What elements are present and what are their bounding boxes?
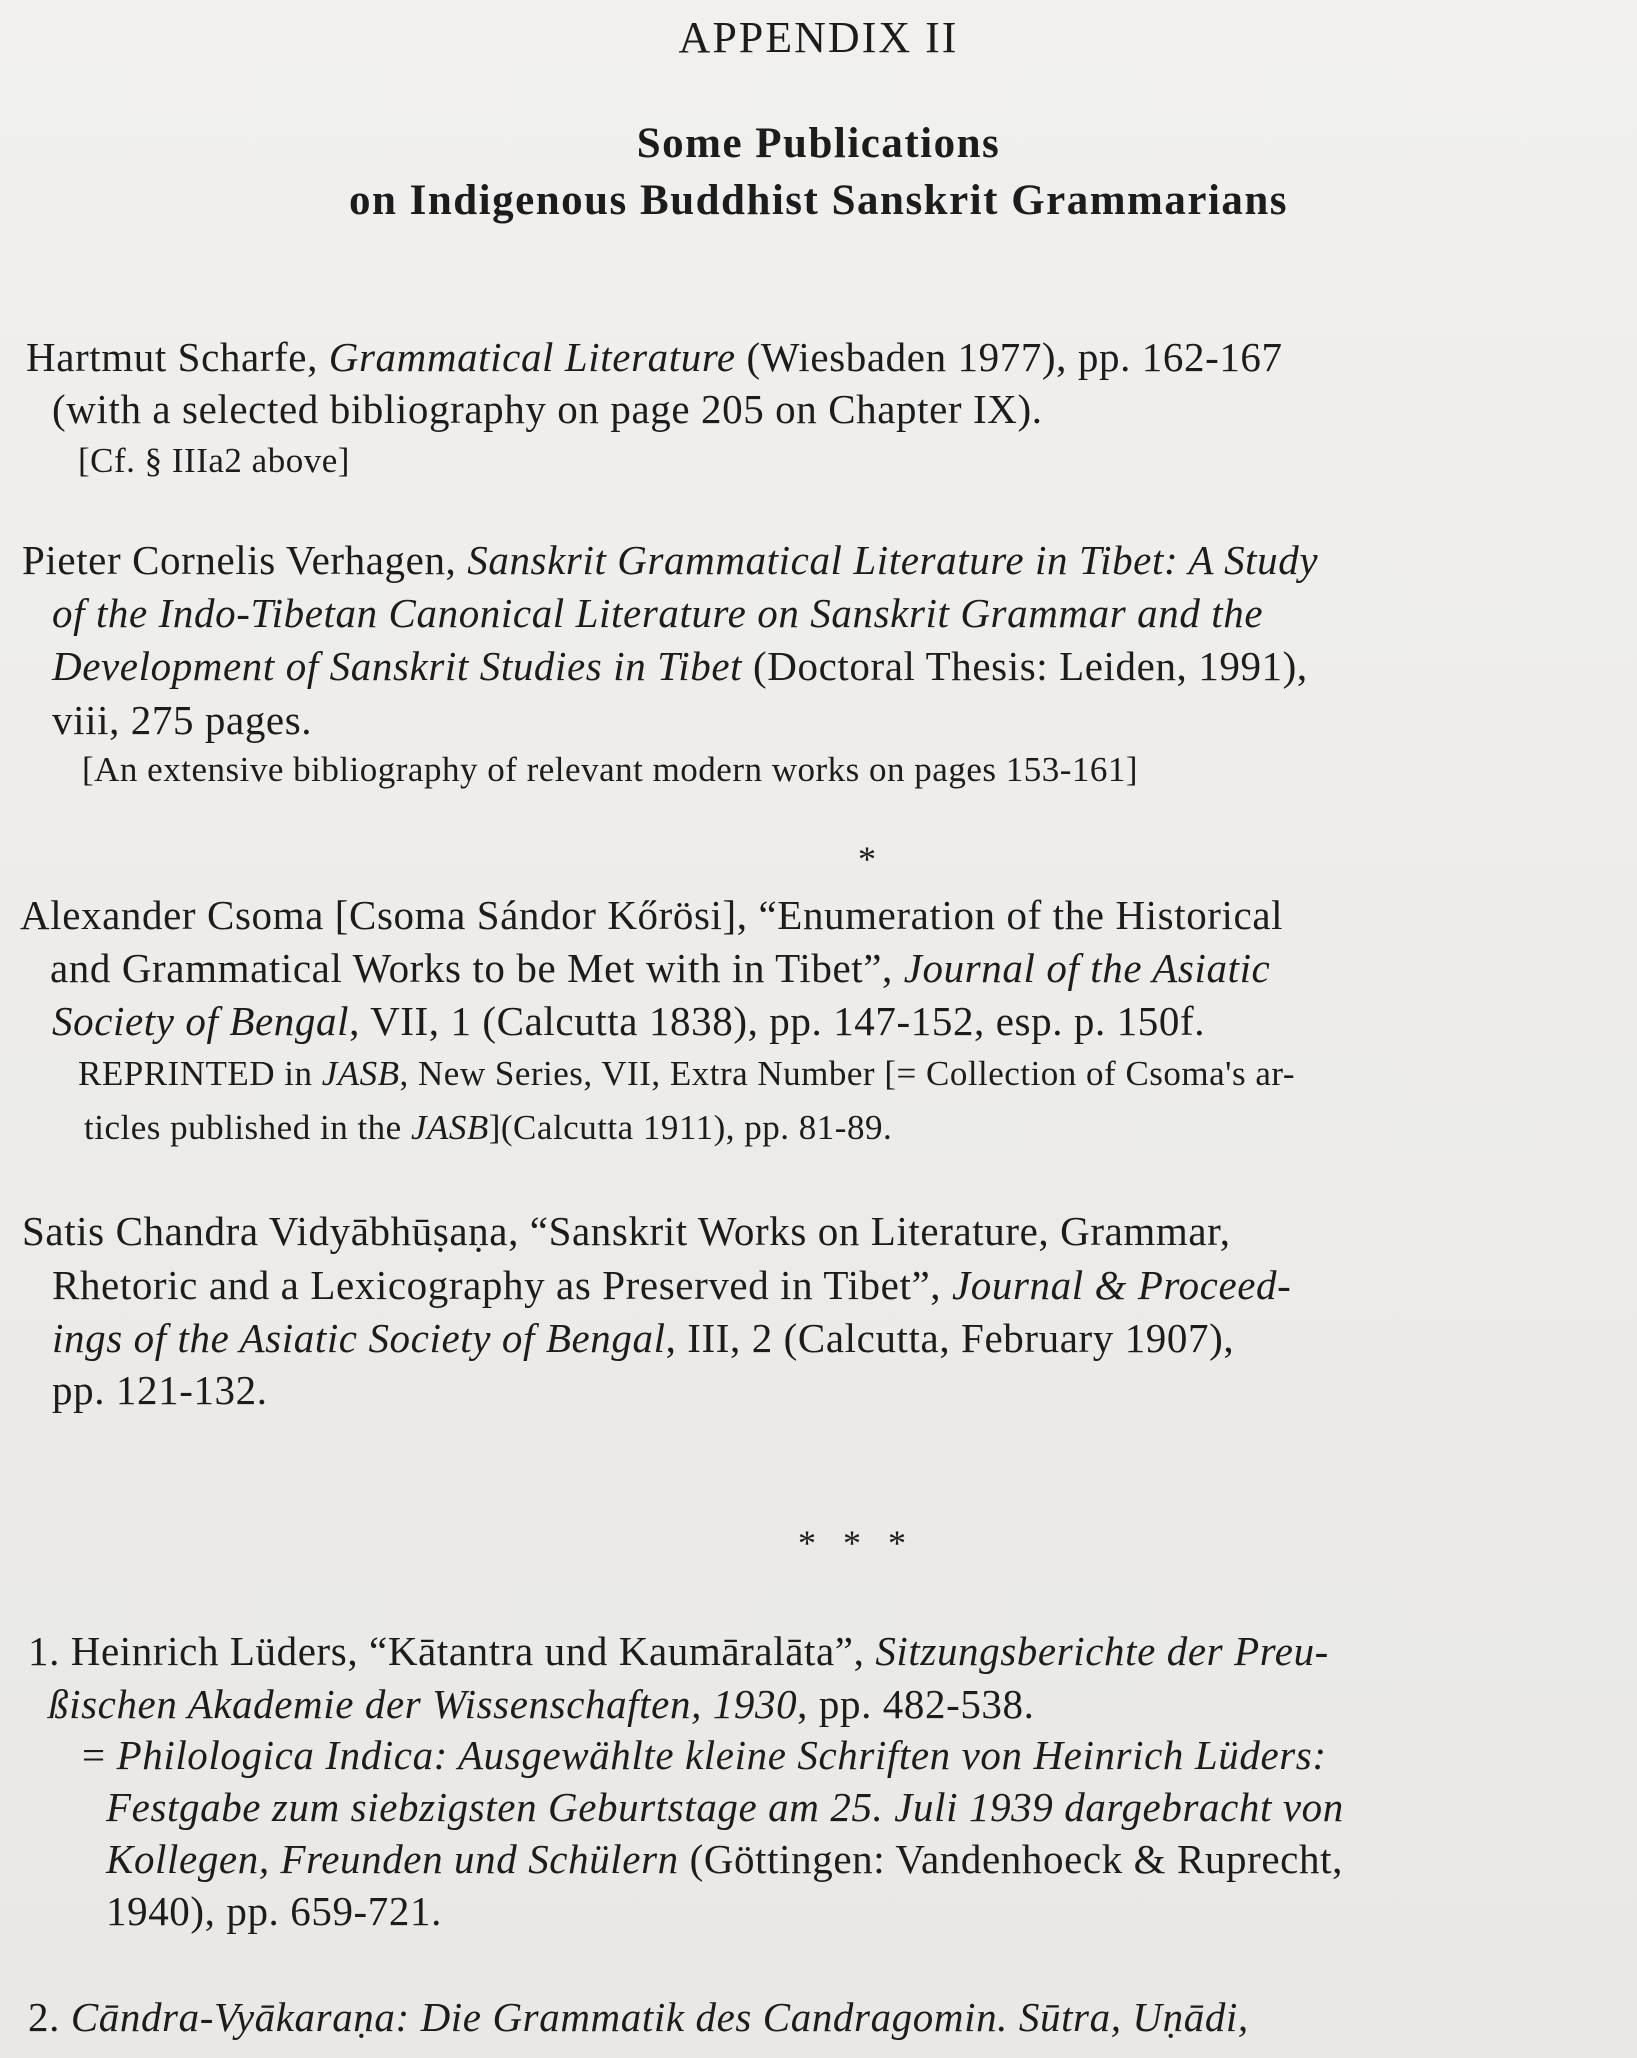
entry-line <box>106 1783 1344 1831</box>
separator-star: * <box>858 839 876 879</box>
entry-line: ings of the Asiatic Society of Bengal, III, 2 (Calcutta, February 1907), <box>52 1315 1235 1361</box>
book-title: Kollegen, Freunden und Schülern <box>106 1836 679 1882</box>
book-title: Cāndra-Vyākaraṇa: Die Grammatik des Candragomin. Sūtra, Uṇādi, <box>70 1994 1249 2040</box>
entry-line: Hartmut Scharfe, Grammatical Literature (Wiesbaden 1977), pp. 162-167 <box>26 334 1283 380</box>
section-title-line-2: on Indigenous Buddhist Sanskrit Grammarians <box>348 177 1289 224</box>
entry-line: Satis Chandra Vidyābhūṣaṇa, “Sanskrit Works on Literature, Grammar, <box>22 1208 1231 1254</box>
entry-line: Society of Bengal, VII, 1 (Calcutta 1838), pp. 147-152, esp. p. 150f. <box>52 998 1206 1044</box>
book-title: Sanskrit Grammatical Literature in Tibet: A Study <box>467 537 1319 583</box>
entry-line: Rhetoric and a Lexicography as Preserved in Tibet”, Journal & Proceed- <box>52 1262 1292 1308</box>
book-title: Development of Sanskrit Studies in Tibet <box>52 643 743 689</box>
entry-note: [An extensive bibliography of relevant modern works on pages 153-161] <box>82 750 1139 789</box>
appendix-heading: APPENDIX II <box>678 13 959 62</box>
book-title: Philologica Indica: Ausgewählte kleine Schriften von Heinrich Lüders: <box>116 1732 1327 1778</box>
journal-title: ings of the Asiatic Society of Bengal <box>52 1315 666 1361</box>
entry-line: viii, 275 pages. <box>52 697 313 743</box>
entry-line: Development of Sanskrit Studies in Tibet (Doctoral Thesis: Leiden, 1991), <box>52 643 1308 689</box>
book-title: Festgabe zum siebzigsten Geburtstage am 25. Juli 1939 dargebracht von <box>106 1784 1344 1830</box>
separator-stars: * * * <box>798 1523 906 1563</box>
entry-line: (with a selected bibliography on page 205 on Chapter IX). <box>52 386 1043 432</box>
section-title-line-1: Some Publications <box>636 120 1001 167</box>
entry-note: [Cf. § IIIa2 above] <box>78 441 350 480</box>
journal-title: Society of Bengal <box>52 998 350 1044</box>
journal-title: Journal of the Asiatic <box>903 945 1271 991</box>
entry-line: = Philologica Indica: Ausgewählte kleine Schriften von Heinrich Lüders: <box>82 1732 1327 1778</box>
entry-line: Pieter Cornelis Verhagen, Sanskrit Grammatical Literature in Tibet: A Study <box>22 537 1319 583</box>
entry-line: 1. Heinrich Lüders, “Kātantra und Kaumāralāta”, Sitzungsberichte der Preu- <box>28 1628 1329 1674</box>
book-title: of the Indo-Tibetan Canonical Literature on Sanskrit Grammar and the <box>52 590 1264 636</box>
entry-line: pp. 121-132. <box>52 1367 268 1413</box>
entry-note: REPRINTED in JASB, New Series, VII, Extra Number [= Collection of Csoma's ar- <box>78 1054 1295 1093</box>
entry-line: ßischen Akademie der Wissenschaften, 1930, pp. 482-538. <box>48 1681 1035 1727</box>
entry-line: 2. Cāndra-Vyākaraṇa: Die Grammatik des Candragomin. Sūtra, Uṇādi, <box>28 1994 1249 2040</box>
entry-line: Alexander Csoma [Csoma Sándor Kőrösi], “Enumeration of the Historical <box>20 892 1284 938</box>
entry-line: Kollegen, Freunden und Schülern (Göttingen: Vandenhoeck & Ruprecht, <box>106 1836 1343 1882</box>
entry-line: and Grammatical Works to be Met with in Tibet”, Journal of the Asiatic <box>50 945 1271 991</box>
entry-note: ticles published in the JASB](Calcutta 1911), pp. 81-89. <box>84 1108 893 1147</box>
journal-title: Journal & Proceed- <box>951 1262 1292 1308</box>
book-title: Grammatical Literature <box>328 334 736 380</box>
journal-title: ßischen Akademie der Wissenschaften, 1930 <box>48 1681 798 1727</box>
entry-line: 1940), pp. 659-721. <box>106 1888 442 1934</box>
entry-line <box>52 589 1263 637</box>
journal-title: Sitzungsberichte der Preu- <box>875 1628 1329 1674</box>
